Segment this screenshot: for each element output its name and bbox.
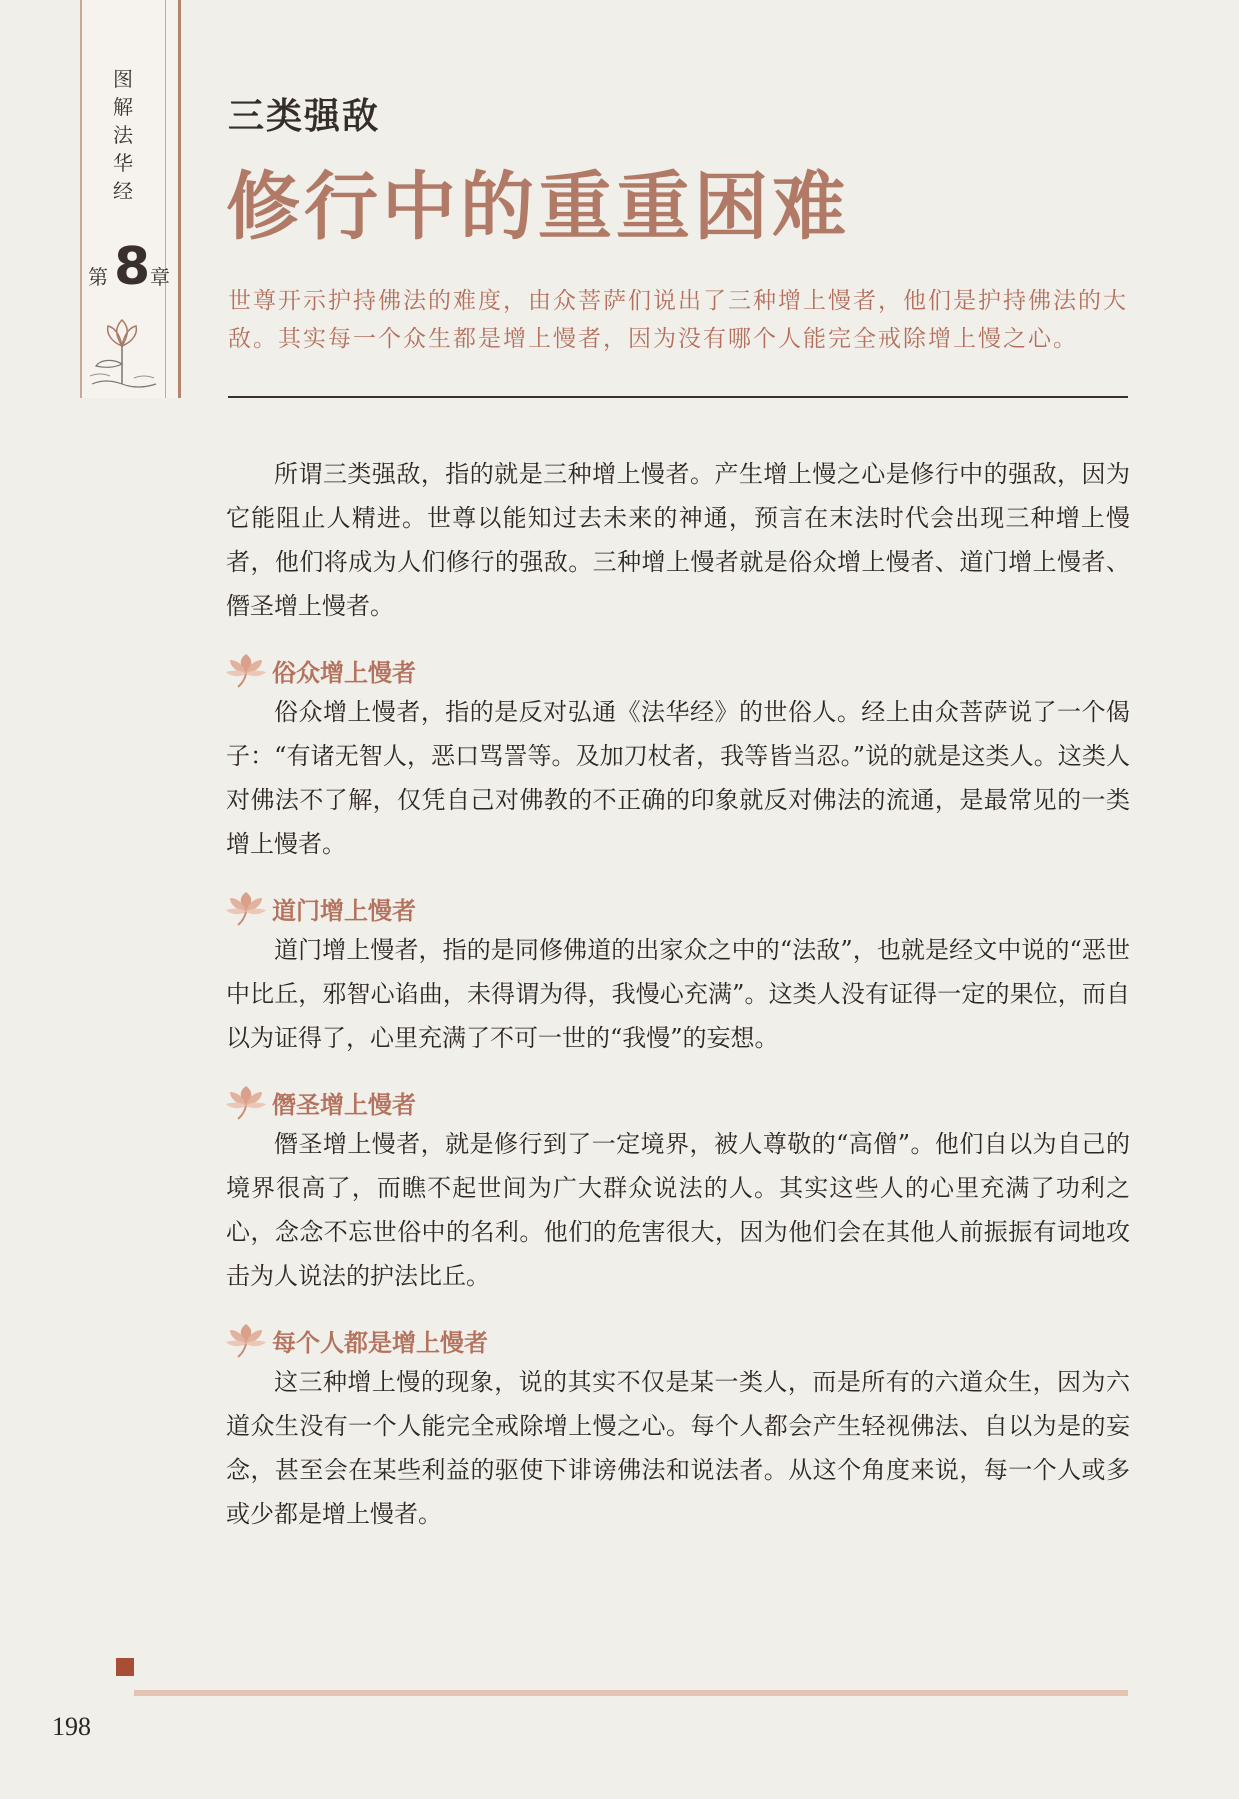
chapter-side-tab [80,0,181,398]
lotus-flower-icon [226,890,266,926]
side-tab-inner-line [165,0,166,398]
lotus-flower-icon [226,652,266,688]
book-title-vertical [100,65,146,205]
section-heading-label: 道门增上慢者 [272,896,416,925]
chapter-prefix: 第 [88,265,108,289]
chapter-suffix: 章 [150,265,170,289]
intro-summary: 世尊开示护持佛法的难度，由众菩萨们说出了三种增上慢者，他们是护持佛法的大敌。其实每一个众生都是增上慢者，因为没有哪个人能完全戒除增上慢之心。 [228,288,1128,352]
book-title-char: 法 [113,123,133,147]
lotus-pond-icon [86,306,160,390]
section-paragraph: 僭圣增上慢者，就是修行到了一定境界，被人尊敬的“高僧”。他们自以为自己的境界很高了，而瞧不起世间为广大群众说法的人。其实这些人的心里充满了功利之心，念念不忘世俗中的名利。他们的危害很大，因为他们会在其他人前振振有词地攻击为人说法的护法比丘。 [226,1130,1130,1290]
divider [228,396,1128,398]
section-heading [226,1320,1130,1360]
book-title-char: 图 [113,67,133,91]
section-heading-label: 俗众增上慢者 [272,658,416,687]
footer-rule [134,1690,1128,1696]
section-paragraph: 道门增上慢者，指的是同修佛道的出家众之中的“法敌”，也就是经文中说的“恶世中比丘，邪智心谄曲，未得谓为得，我慢心充满”。这类人没有证得一定的果位，而自以为证得了，心里充满了不可一世的“我慢”的妄想。 [226,936,1130,1052]
lotus-flower-icon [226,1322,266,1358]
book-title-char: 解 [113,95,133,119]
section-heading-label: 僭圣增上慢者 [272,1090,416,1119]
page-number: 198 [52,1712,91,1741]
chapter-number: 8 [114,237,151,297]
lotus-flower-icon [226,1084,266,1120]
footer-marker [116,1658,134,1676]
side-tab-border [80,0,82,398]
book-title-char: 华 [113,151,133,175]
section-heading [226,1082,1130,1122]
page-title: 修行中的重重困难 [226,164,850,250]
chapter-label [88,237,172,299]
section-subtitle: 三类强敌 [228,95,381,137]
section-paragraph: 这三种增上慢的现象，说的其实不仅是某一类人，而是所有的六道众生，因为六道众生没有一个人能完全戒除增上慢之心。每个人都会产生轻视佛法、自以为是的妄念，甚至会在某些利益的驱使下诽谤佛法和说法者。从这个角度来说，每一个人或多或少都是增上慢者。 [226,1368,1130,1528]
section-heading [226,650,1130,690]
main-content [226,452,1130,1536]
intro-paragraph: 所谓三类强敌，指的就是三种增上慢者。产生增上慢之心是修行中的强敌，因为它能阻止人精进。世尊以能知过去未来的神通，预言在末法时代会出现三种增上慢者，他们将成为人们修行的强敌。三种增上慢者就是俗众增上慢者、道门增上慢者、僭圣增上慢者。 [226,460,1130,620]
section-heading-label: 每个人都是增上慢者 [272,1328,488,1357]
book-title-char: 经 [113,179,133,203]
section-paragraph: 俗众增上慢者，指的是反对弘通《法华经》的世俗人。经上由众菩萨说了一个偈子：“有诸无智人，恶口骂詈等。及加刀杖者，我等皆当忍。”说的就是这类人。这类人对佛法不了解，仅凭自己对佛教的不正确的印象就反对佛法的流通，是最常见的一类增上慢者。 [226,698,1130,858]
section-heading [226,888,1130,928]
